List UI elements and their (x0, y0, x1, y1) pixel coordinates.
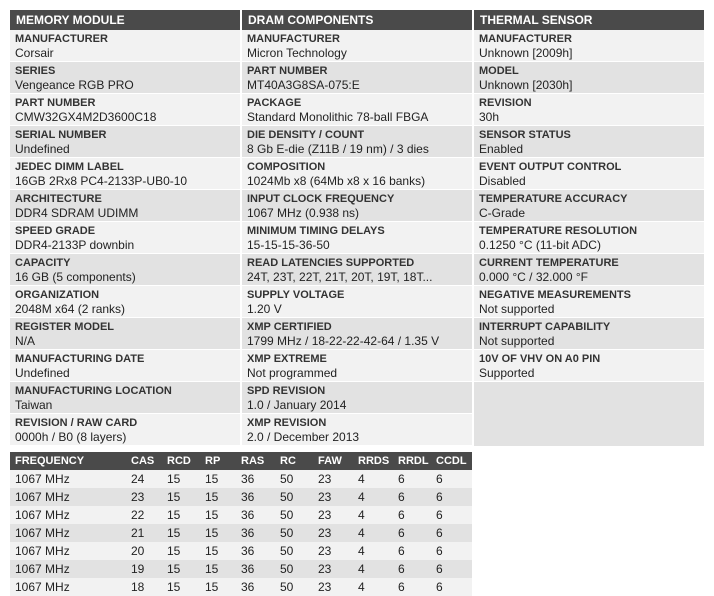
field-value: C-Grade (479, 206, 526, 220)
thermal-sensor-field (474, 222, 704, 254)
field-value: Not supported (479, 334, 555, 348)
thermal-sensor-field (474, 286, 704, 318)
table-cell: 20 (126, 542, 162, 560)
field-value: 0000h / B0 (8 layers) (15, 430, 127, 444)
thermal-sensor-field (474, 350, 704, 382)
table-row (10, 506, 472, 524)
memory-module-field (10, 414, 240, 446)
table-cell: 23 (313, 470, 353, 488)
timings-column-header: CCDL (431, 452, 472, 470)
table-cell: 15 (200, 470, 236, 488)
field-value: Unknown [2030h] (479, 78, 573, 92)
memory-module-fields (10, 30, 240, 446)
field-value: MT40A3G8SA-075:E (247, 78, 360, 92)
table-cell: 4 (353, 506, 393, 524)
field-value: Supported (479, 366, 535, 380)
table-cell: 6 (431, 578, 472, 596)
field-value: 1024Mb x8 (64Mb x8 x 16 banks) (247, 174, 426, 188)
table-row (10, 524, 472, 542)
timings-column-header: RAS (236, 452, 275, 470)
thermal-sensor-field (474, 158, 704, 190)
timings-table (10, 452, 472, 596)
field-value: CMW32GX4M2D3600C18 (15, 110, 157, 124)
table-cell: 15 (200, 542, 236, 560)
table-cell: 15 (162, 578, 200, 596)
dram-components-field (242, 286, 472, 318)
memory-module-header: MEMORY MODULE (10, 10, 240, 30)
table-cell: 36 (236, 578, 275, 596)
table-cell: 4 (353, 524, 393, 542)
memory-module-field (10, 126, 240, 158)
table-cell: 6 (393, 488, 431, 506)
table-cell: 36 (236, 506, 275, 524)
field-value: 0.1250 °C (11-bit ADC) (479, 238, 601, 252)
table-cell: 23 (313, 542, 353, 560)
table-cell: 6 (393, 524, 431, 542)
table-cell: 6 (393, 506, 431, 524)
memory-module-panel (10, 10, 240, 446)
table-cell: 6 (431, 488, 472, 506)
table-row (10, 470, 472, 488)
thermal-sensor-field (474, 318, 704, 350)
field-label: CAPACITY (15, 257, 71, 269)
field-value: Standard Monolithic 78-ball FBGA (247, 110, 429, 124)
field-label: COMPOSITION (247, 161, 326, 173)
table-cell: 4 (353, 560, 393, 578)
dram-components-field (242, 414, 472, 446)
dram-components-field (242, 62, 472, 94)
dram-components-field (242, 318, 472, 350)
memory-module-field (10, 318, 240, 350)
field-value: 15-15-15-36-50 (247, 238, 330, 252)
field-label: MANUFACTURER (479, 33, 572, 45)
table-cell: 50 (275, 542, 313, 560)
table-cell: 6 (393, 578, 431, 596)
dram-components-field (242, 350, 472, 382)
timings-column-header: FREQUENCY (10, 452, 126, 470)
field-value: 24T, 23T, 22T, 21T, 20T, 19T, 18T... (247, 270, 433, 284)
empty-row (474, 414, 704, 446)
table-cell: 15 (200, 524, 236, 542)
memory-module-field (10, 286, 240, 318)
field-value: 16GB 2Rx8 PC4-2133P-UB0-10 (15, 174, 188, 188)
field-label: JEDEC DIMM LABEL (15, 161, 124, 173)
table-cell: 4 (353, 470, 393, 488)
field-label: DIE DENSITY / COUNT (247, 129, 365, 141)
field-value: DDR4 SDRAM UDIMM (15, 206, 139, 220)
table-cell: 1067 MHz (10, 524, 126, 542)
memory-module-field (10, 30, 240, 62)
field-label: INPUT CLOCK FREQUENCY (247, 193, 395, 205)
table-cell: 1067 MHz (10, 506, 126, 524)
field-label: SUPPLY VOLTAGE (247, 289, 345, 301)
dram-components-field (242, 190, 472, 222)
field-value: Taiwan (15, 398, 53, 412)
table-cell: 15 (200, 560, 236, 578)
field-value: 1.0 / January 2014 (247, 398, 347, 412)
table-cell: 15 (162, 560, 200, 578)
thermal-sensor-header: THERMAL SENSOR (474, 10, 704, 30)
field-value: 0.000 °C / 32.000 °F (479, 270, 588, 284)
memory-module-field (10, 94, 240, 126)
timings-column-header: FAW (313, 452, 353, 470)
thermal-sensor-field (474, 190, 704, 222)
table-cell: 36 (236, 470, 275, 488)
table-cell: 6 (431, 560, 472, 578)
table-cell: 50 (275, 488, 313, 506)
table-cell: 1067 MHz (10, 542, 126, 560)
timings-column-header: RP (200, 452, 236, 470)
dram-components-fields (242, 30, 472, 446)
table-cell: 4 (353, 578, 393, 596)
dram-components-header: DRAM COMPONENTS (242, 10, 472, 30)
field-value: 1067 MHz (0.938 ns) (247, 206, 360, 220)
thermal-sensor-field (474, 30, 704, 62)
thermal-sensor-field (474, 62, 704, 94)
field-value: 2.0 / December 2013 (247, 430, 360, 444)
field-label: READ LATENCIES SUPPORTED (247, 257, 415, 269)
table-cell: 50 (275, 560, 313, 578)
field-label: PART NUMBER (247, 65, 328, 77)
field-label: ARCHITECTURE (15, 193, 102, 205)
thermal-sensor-panel (474, 10, 704, 446)
field-value: 1799 MHz / 18-22-22-42-64 / 1.35 V (247, 334, 440, 348)
table-row (10, 560, 472, 578)
field-value: Vengeance RGB PRO (15, 78, 134, 92)
field-label: XMP CERTIFIED (247, 321, 332, 333)
dram-components-field (242, 126, 472, 158)
timings-column-header: RRDL (393, 452, 431, 470)
thermal-sensor-field (474, 254, 704, 286)
field-label: PART NUMBER (15, 97, 96, 109)
table-cell: 1067 MHz (10, 560, 126, 578)
memory-module-field (10, 254, 240, 286)
table-cell: 22 (126, 506, 162, 524)
dram-components-panel (242, 10, 472, 446)
memory-module-field (10, 350, 240, 382)
dram-components-field (242, 94, 472, 126)
field-label: REVISION / RAW CARD (15, 417, 138, 429)
field-value: Not programmed (247, 366, 338, 380)
field-label: SENSOR STATUS (479, 129, 571, 141)
field-label: MANUFACTURER (247, 33, 340, 45)
memory-module-field (10, 158, 240, 190)
field-label: EVENT OUTPUT CONTROL (479, 161, 622, 173)
field-label: MANUFACTURER (15, 33, 108, 45)
field-label: NEGATIVE MEASUREMENTS (479, 289, 631, 301)
field-value: Corsair (15, 46, 54, 60)
table-cell: 18 (126, 578, 162, 596)
field-value: 2048M x64 (2 ranks) (15, 302, 126, 316)
field-value: 1.20 V (247, 302, 282, 316)
table-cell: 6 (431, 524, 472, 542)
dram-components-field (242, 30, 472, 62)
table-cell: 1067 MHz (10, 578, 126, 596)
field-label: PACKAGE (247, 97, 302, 109)
table-cell: 15 (162, 524, 200, 542)
table-cell: 15 (200, 488, 236, 506)
dram-components-field (242, 254, 472, 286)
table-cell: 23 (313, 506, 353, 524)
field-label: XMP REVISION (247, 417, 327, 429)
table-cell: 6 (431, 470, 472, 488)
memory-module-field (10, 62, 240, 94)
field-label: TEMPERATURE RESOLUTION (479, 225, 638, 237)
table-cell: 15 (162, 470, 200, 488)
table-cell: 19 (126, 560, 162, 578)
field-label: MODEL (479, 65, 519, 77)
field-label: XMP EXTREME (247, 353, 327, 365)
table-cell: 50 (275, 506, 313, 524)
field-label: CURRENT TEMPERATURE (479, 257, 619, 269)
table-cell: 15 (162, 488, 200, 506)
table-cell: 24 (126, 470, 162, 488)
table-cell: 36 (236, 560, 275, 578)
field-label: 10V OF VHV ON A0 PIN (479, 353, 601, 365)
thermal-sensor-field (474, 94, 704, 126)
field-value: N/A (15, 334, 36, 348)
table-row (10, 578, 472, 596)
table-cell: 23 (313, 578, 353, 596)
memory-module-field (10, 190, 240, 222)
table-cell: 6 (393, 542, 431, 560)
timings-column-header: RCD (162, 452, 200, 470)
field-value: Enabled (479, 142, 524, 156)
thermal-sensor-field (474, 126, 704, 158)
timings-header-row (10, 452, 472, 470)
field-value: 30h (479, 110, 500, 124)
table-cell: 21 (126, 524, 162, 542)
timings-column-header: RC (275, 452, 313, 470)
field-label: REGISTER MODEL (15, 321, 115, 333)
field-label: REVISION (479, 97, 532, 109)
table-cell: 36 (236, 524, 275, 542)
table-cell: 6 (431, 542, 472, 560)
thermal-sensor-fields (474, 30, 704, 446)
field-label: MANUFACTURING LOCATION (15, 385, 172, 397)
field-label: SERIAL NUMBER (15, 129, 107, 141)
table-cell: 6 (393, 560, 431, 578)
table-cell: 4 (353, 542, 393, 560)
table-cell: 6 (393, 470, 431, 488)
table-cell: 15 (200, 578, 236, 596)
field-label: TEMPERATURE ACCURACY (479, 193, 628, 205)
table-cell: 23 (313, 560, 353, 578)
dram-components-field (242, 158, 472, 190)
table-cell: 6 (431, 506, 472, 524)
field-label: MINIMUM TIMING DELAYS (247, 225, 385, 237)
table-cell: 15 (200, 506, 236, 524)
dram-components-field (242, 382, 472, 414)
empty-row (474, 382, 704, 414)
field-value: 16 GB (5 components) (15, 270, 136, 284)
dram-components-field (242, 222, 472, 254)
field-value: DDR4-2133P downbin (15, 238, 135, 252)
table-row (10, 542, 472, 560)
timings-column-header: RRDS (353, 452, 393, 470)
table-cell: 50 (275, 524, 313, 542)
field-label: MANUFACTURING DATE (15, 353, 145, 365)
table-row (10, 488, 472, 506)
memory-module-field (10, 382, 240, 414)
table-cell: 50 (275, 470, 313, 488)
field-label: SPD REVISION (247, 385, 326, 397)
field-label: SPEED GRADE (15, 225, 96, 237)
timings-body (10, 470, 472, 596)
table-cell: 23 (126, 488, 162, 506)
table-cell: 36 (236, 542, 275, 560)
field-value: Unknown [2009h] (479, 46, 573, 60)
field-value: Undefined (15, 366, 70, 380)
table-cell: 23 (313, 524, 353, 542)
memory-module-field (10, 222, 240, 254)
table-cell: 4 (353, 488, 393, 506)
table-cell: 15 (162, 506, 200, 524)
table-cell: 23 (313, 488, 353, 506)
field-value: 8 Gb E-die (Z11B / 19 nm) / 3 dies (247, 142, 429, 156)
table-cell: 50 (275, 578, 313, 596)
table-cell: 36 (236, 488, 275, 506)
field-value: Disabled (479, 174, 526, 188)
field-value: Not supported (479, 302, 555, 316)
table-cell: 15 (162, 542, 200, 560)
table-cell: 1067 MHz (10, 488, 126, 506)
field-label: ORGANIZATION (15, 289, 100, 301)
table-cell: 1067 MHz (10, 470, 126, 488)
field-value: Undefined (15, 142, 70, 156)
field-value: Micron Technology (247, 46, 347, 60)
field-label: INTERRUPT CAPABILITY (479, 321, 611, 333)
timings-column-header: CAS (126, 452, 162, 470)
field-label: SERIES (15, 65, 56, 77)
